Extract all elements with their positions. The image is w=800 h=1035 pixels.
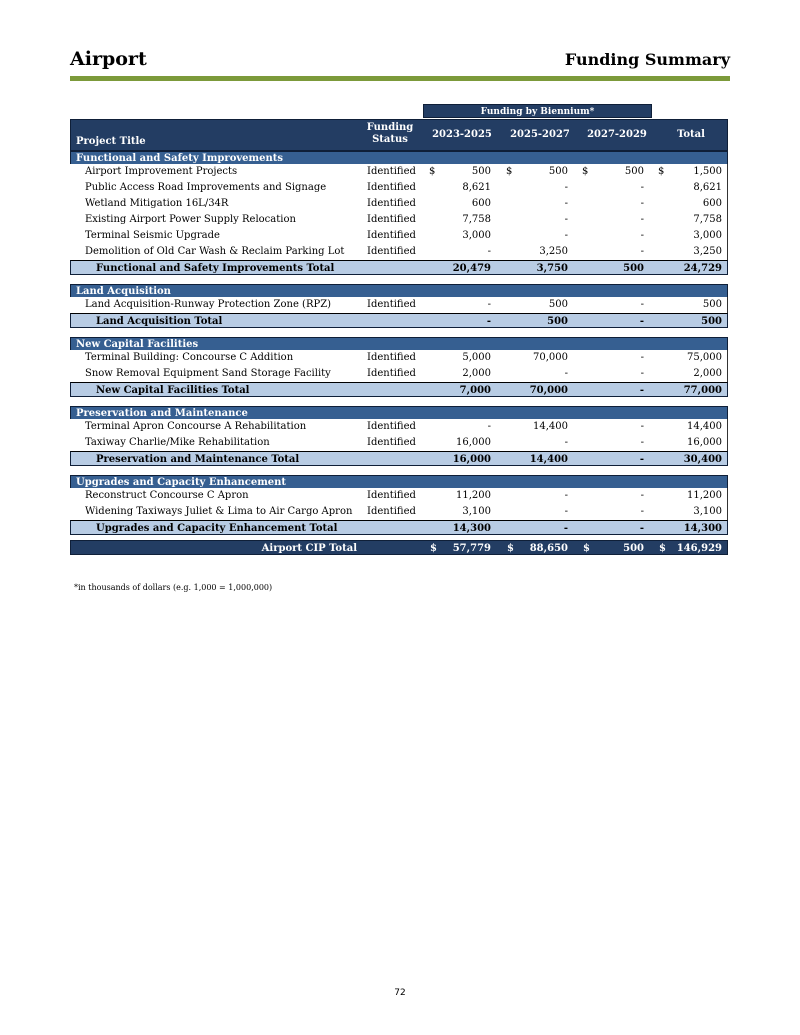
footnote: *in thousands of dollars (e.g. 1,000 = 1,000,000) bbox=[74, 583, 273, 592]
table-row bbox=[70, 228, 728, 244]
value-2023-2025: 3,100 bbox=[462, 506, 491, 517]
total-2025-2027: - bbox=[563, 523, 568, 534]
value-2025-2027: - bbox=[564, 368, 568, 379]
col-total: Total bbox=[677, 129, 705, 140]
funding-status: Identified bbox=[367, 214, 416, 225]
value-2023-2025: - bbox=[487, 421, 491, 432]
total-2027-2029: - bbox=[639, 454, 644, 465]
value-total: 3,100 bbox=[693, 506, 722, 517]
section-heading: Upgrades and Capacity Enhancement bbox=[70, 475, 728, 488]
value-2025-2027: - bbox=[564, 506, 568, 517]
section-heading: Land Acquisition bbox=[70, 284, 728, 297]
total-2023-2025: 16,000 bbox=[452, 454, 491, 465]
value-2025-2027: - bbox=[564, 198, 568, 209]
total-2025-2027: 3,750 bbox=[536, 263, 568, 274]
grand-total-2025-2027: 88,650 bbox=[529, 543, 568, 554]
project-title: Public Access Road Improvements and Signage bbox=[85, 182, 327, 193]
col-2025-2027: 2025-2027 bbox=[510, 129, 570, 140]
grand-total-2023-2025: 57,779 bbox=[452, 543, 491, 554]
project-title: Reconstruct Concourse C Apron bbox=[85, 490, 249, 501]
currency-symbol: $ bbox=[583, 543, 590, 554]
table-row bbox=[70, 435, 728, 451]
total-2025-2027: 14,400 bbox=[529, 454, 568, 465]
value-2027-2029: - bbox=[640, 246, 644, 257]
section-spacer bbox=[70, 397, 728, 406]
value-total: 2,000 bbox=[693, 368, 722, 379]
value-2027-2029: - bbox=[640, 421, 644, 432]
value-2023-2025: - bbox=[487, 246, 491, 257]
section-spacer bbox=[70, 466, 728, 475]
value-total: 8,621 bbox=[693, 182, 722, 193]
funding-status: Identified bbox=[367, 352, 416, 363]
currency-symbol: $ bbox=[507, 543, 514, 554]
section-total-row bbox=[70, 451, 728, 466]
total-overall: 500 bbox=[701, 316, 722, 327]
total-2027-2029: 500 bbox=[623, 263, 644, 274]
value-2023-2025: - bbox=[487, 299, 491, 310]
table-row bbox=[70, 164, 728, 180]
table-row bbox=[70, 366, 728, 382]
value-2023-2025: 600 bbox=[471, 198, 491, 209]
funding-status: Identified bbox=[367, 490, 416, 501]
total-2023-2025: 20,479 bbox=[452, 263, 491, 274]
col-funding-status: Funding Status bbox=[366, 122, 414, 145]
total-overall: 77,000 bbox=[683, 385, 722, 396]
funding-status: Identified bbox=[367, 437, 416, 448]
section-total-label: New Capital Facilities Total bbox=[96, 385, 250, 396]
value-2023-2025: 500 bbox=[471, 166, 491, 177]
value-2027-2029: - bbox=[640, 368, 644, 379]
page-number: 72 bbox=[394, 988, 406, 998]
currency-symbol: $ bbox=[506, 166, 513, 177]
value-2027-2029: - bbox=[640, 490, 644, 501]
value-2027-2029: 500 bbox=[624, 166, 644, 177]
value-2025-2027: - bbox=[564, 437, 568, 448]
currency-symbol: $ bbox=[658, 166, 665, 177]
value-2027-2029: - bbox=[640, 352, 644, 363]
value-2025-2027: 3,250 bbox=[539, 246, 568, 257]
section-total-row bbox=[70, 520, 728, 535]
value-2023-2025: 2,000 bbox=[462, 368, 491, 379]
funding-status: Identified bbox=[367, 421, 416, 432]
value-2025-2027: 500 bbox=[548, 299, 568, 310]
table-row bbox=[70, 419, 728, 435]
table-row bbox=[70, 244, 728, 260]
project-title: Widening Taxiways Juliet & Lima to Air Cargo Apron bbox=[85, 506, 353, 517]
project-title: Terminal Building: Concourse C Addition bbox=[85, 352, 294, 363]
funding-status: Identified bbox=[367, 182, 416, 193]
value-2027-2029: - bbox=[640, 198, 644, 209]
value-total: 1,500 bbox=[693, 166, 722, 177]
currency-symbol: $ bbox=[582, 166, 589, 177]
value-2023-2025: 3,000 bbox=[462, 230, 491, 241]
section-total-label: Land Acquisition Total bbox=[96, 316, 223, 327]
value-2027-2029: - bbox=[640, 182, 644, 193]
project-title: Airport Improvement Projects bbox=[85, 166, 238, 177]
funding-table bbox=[70, 119, 728, 555]
value-2025-2027: 14,400 bbox=[533, 421, 568, 432]
section-total-label: Upgrades and Capacity Enhancement Total bbox=[96, 523, 338, 534]
funding-status: Identified bbox=[367, 506, 416, 517]
section-spacer bbox=[70, 328, 728, 337]
value-2023-2025: 7,758 bbox=[462, 214, 491, 225]
table-body bbox=[70, 151, 728, 535]
value-2023-2025: 8,621 bbox=[462, 182, 491, 193]
total-2025-2027: 70,000 bbox=[529, 385, 568, 396]
page-title: Airport bbox=[70, 48, 147, 70]
funding-status: Identified bbox=[367, 198, 416, 209]
header-divider bbox=[70, 76, 730, 81]
project-title: Wetland Mitigation 16L/34R bbox=[85, 198, 229, 209]
table-row bbox=[70, 196, 728, 212]
value-2023-2025: 16,000 bbox=[456, 437, 491, 448]
funding-status: Identified bbox=[367, 299, 416, 310]
value-total: 3,250 bbox=[693, 246, 722, 257]
section-heading: Functional and Safety Improvements bbox=[70, 151, 728, 164]
section-heading: New Capital Facilities bbox=[70, 337, 728, 350]
value-total: 11,200 bbox=[687, 490, 722, 501]
funding-status: Identified bbox=[367, 246, 416, 257]
table-row bbox=[70, 504, 728, 520]
section-total-row bbox=[70, 260, 728, 275]
project-title: Existing Airport Power Supply Relocation bbox=[85, 214, 296, 225]
col-project-title: Project Title bbox=[76, 136, 146, 147]
value-2025-2027: 500 bbox=[548, 166, 568, 177]
value-2027-2029: - bbox=[640, 506, 644, 517]
total-2025-2027: 500 bbox=[547, 316, 568, 327]
section-total-label: Preservation and Maintenance Total bbox=[96, 454, 300, 465]
section-total-label: Functional and Safety Improvements Total bbox=[96, 263, 335, 274]
table-row bbox=[70, 297, 728, 313]
section-heading: Preservation and Maintenance bbox=[70, 406, 728, 419]
funding-status: Identified bbox=[367, 230, 416, 241]
grand-total-2027-2029: 500 bbox=[623, 543, 644, 554]
biennium-header: Funding by Biennium* bbox=[423, 104, 652, 118]
project-title: Snow Removal Equipment Sand Storage Facility bbox=[85, 368, 331, 379]
value-total: 75,000 bbox=[687, 352, 722, 363]
currency-symbol: $ bbox=[430, 543, 437, 554]
value-2023-2025: 11,200 bbox=[456, 490, 491, 501]
project-title: Land Acquisition-Runway Protection Zone (RPZ) bbox=[85, 299, 332, 310]
funding-status: Identified bbox=[367, 368, 416, 379]
total-2023-2025: 7,000 bbox=[459, 385, 491, 396]
value-total: 14,400 bbox=[687, 421, 722, 432]
value-total: 7,758 bbox=[693, 214, 722, 225]
value-2025-2027: - bbox=[564, 182, 568, 193]
value-total: 600 bbox=[702, 198, 722, 209]
col-2027-2029: 2027-2029 bbox=[587, 129, 647, 140]
project-title: Taxiway Charlie/Mike Rehabilitation bbox=[85, 437, 270, 448]
currency-symbol: $ bbox=[429, 166, 436, 177]
table-row bbox=[70, 350, 728, 366]
value-total: 500 bbox=[702, 299, 722, 310]
total-overall: 30,400 bbox=[683, 454, 722, 465]
value-2027-2029: - bbox=[640, 230, 644, 241]
project-title: Terminal Apron Concourse A Rehabilitation bbox=[85, 421, 307, 432]
total-2027-2029: - bbox=[639, 316, 644, 327]
grand-total-label: Airport CIP Total bbox=[261, 543, 357, 554]
currency-symbol: $ bbox=[659, 543, 666, 554]
total-overall: 24,729 bbox=[683, 263, 722, 274]
value-2023-2025: 5,000 bbox=[462, 352, 491, 363]
table-row bbox=[70, 212, 728, 228]
funding-status: Identified bbox=[367, 166, 416, 177]
value-2027-2029: - bbox=[640, 299, 644, 310]
table-header bbox=[70, 119, 728, 151]
page-header bbox=[70, 48, 730, 74]
value-2025-2027: - bbox=[564, 214, 568, 225]
total-2023-2025: - bbox=[486, 316, 491, 327]
page-subtitle: Funding Summary bbox=[564, 50, 730, 69]
grand-total-row bbox=[70, 540, 728, 555]
value-2025-2027: - bbox=[564, 230, 568, 241]
grand-total-overall: 146,929 bbox=[676, 543, 722, 554]
value-total: 16,000 bbox=[687, 437, 722, 448]
section-total-row bbox=[70, 313, 728, 328]
value-2027-2029: - bbox=[640, 437, 644, 448]
project-title: Terminal Seismic Upgrade bbox=[85, 230, 220, 241]
table-row bbox=[70, 488, 728, 504]
value-total: 3,000 bbox=[693, 230, 722, 241]
col-2023-2025: 2023-2025 bbox=[432, 129, 492, 140]
value-2025-2027: 70,000 bbox=[533, 352, 568, 363]
table-row bbox=[70, 180, 728, 196]
total-2027-2029: - bbox=[639, 523, 644, 534]
total-overall: 14,300 bbox=[683, 523, 722, 534]
value-2025-2027: - bbox=[564, 490, 568, 501]
total-2023-2025: 14,300 bbox=[452, 523, 491, 534]
project-title: Demolition of Old Car Wash & Reclaim Parking Lot bbox=[85, 246, 345, 257]
section-total-row bbox=[70, 382, 728, 397]
value-2027-2029: - bbox=[640, 214, 644, 225]
section-spacer bbox=[70, 275, 728, 284]
total-2027-2029: - bbox=[639, 385, 644, 396]
